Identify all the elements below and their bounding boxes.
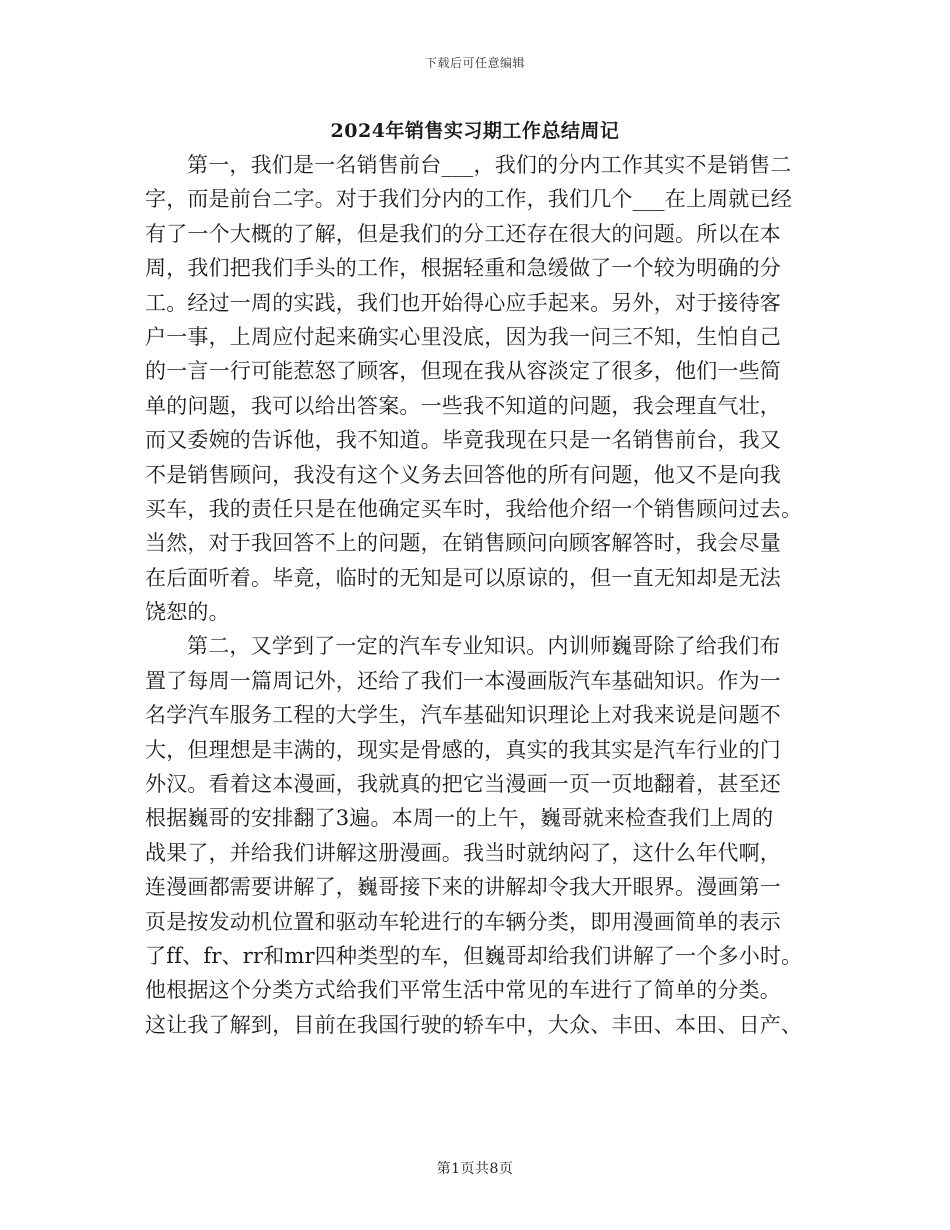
- paragraph-line: 有了一个大概的了解，但是我们的分工还存在很大的问题。所以在本: [145, 221, 781, 246]
- document-body: [145, 148, 830, 1042]
- paragraph-line: 置了每周一篇周记外，还给了我们一本漫画版汽车基础知识。作为一: [145, 668, 781, 693]
- paragraph-line: 饶恕的。: [145, 600, 230, 625]
- paragraph-line: 连漫画都需要讲解了，巍哥接下来的讲解却令我大开眼界。漫画第一: [145, 875, 781, 900]
- paragraph-line: 字，而是前台二字。对于我们分内的工作，我们几个___在上周就已经: [145, 187, 792, 212]
- paragraph-line: 第一，我们是一名销售前台___，我们的分内工作其实不是销售二: [187, 153, 792, 177]
- paragraph-line: 在后面听着。毕竟，临时的无知是可以原谅的，但一直无知却是无法: [145, 565, 781, 590]
- paragraph-line: 页是按发动机位置和驱动车轮进行的车辆分类，即用漫画简单的表示: [145, 909, 781, 934]
- paragraph-line: 单的问题，我可以给出答案。一些我不知道的问题，我会理直气壮，: [145, 393, 781, 418]
- paragraph-line: 而又委婉的告诉他，我不知道。毕竟我现在只是一名销售前台，我又: [145, 428, 781, 453]
- paragraph-line: 买车，我的责任只是在他确定买车时，我给他介绍一个销售顾问过去。: [145, 496, 803, 521]
- paragraph-line: 工。经过一周的实践，我们也开始得心应手起来。另外，对于接待客: [145, 290, 781, 315]
- paragraph-line: 当然，对于我回答不上的问题，在销售顾问向顾客解答时，我会尽量: [145, 531, 781, 556]
- page-number-footer: 第1页共8页: [436, 1161, 514, 1177]
- paragraph-line: 第二，又学到了一定的汽车专业知识。内训师巍哥除了给我们布: [187, 634, 781, 659]
- paragraph-line: 大，但理想是丰满的，现实是骨感的，真实的我其实是汽车行业的门: [145, 737, 781, 762]
- paragraph-line: 外汉。看着这本漫画，我就真的把它当漫画一页一页地翻着，甚至还: [145, 772, 781, 797]
- paragraph-line: 周，我们把我们手头的工作，根据轻重和急缓做了一个较为明确的分: [145, 256, 781, 281]
- paragraph-line: 不是销售顾问，我没有这个义务去回答他的所有问题，他又不是向我: [145, 462, 781, 487]
- paragraph-line: 了ff、fr、rr和mr四种类型的车，但巍哥却给我们讲解了一个多小时。: [145, 943, 803, 968]
- header-note: 下载后可任意编辑: [424, 56, 525, 70]
- paragraph-line: 这让我了解到，目前在我国行驶的轿车中，大众、丰田、本田、日产、: [145, 1012, 803, 1037]
- paragraph-line: 户一事，上周应付起来确实心里没底，因为我一问三不知，生怕自己: [145, 324, 781, 349]
- paragraph-line: 战果了，并给我们讲解这册漫画。我当时就纳闷了，这什么年代啊，: [145, 840, 781, 865]
- paragraph-line: 名学汽车服务工程的大学生，汽车基础知识理论上对我来说是问题不: [145, 703, 781, 728]
- paragraph-line: 根据巍哥的安排翻了3遍。本周一的上午，巍哥就来检查我们上周的: [145, 806, 774, 831]
- document-title: 2024年销售实习期工作总结周记: [330, 120, 620, 142]
- paragraph-line: 他根据这个分类方式给我们平常生活中常见的车进行了简单的分类。: [145, 978, 781, 1003]
- paragraph-line: 的一言一行可能惹怒了顾客，但现在我从容淡定了很多，他们一些简: [145, 359, 781, 384]
